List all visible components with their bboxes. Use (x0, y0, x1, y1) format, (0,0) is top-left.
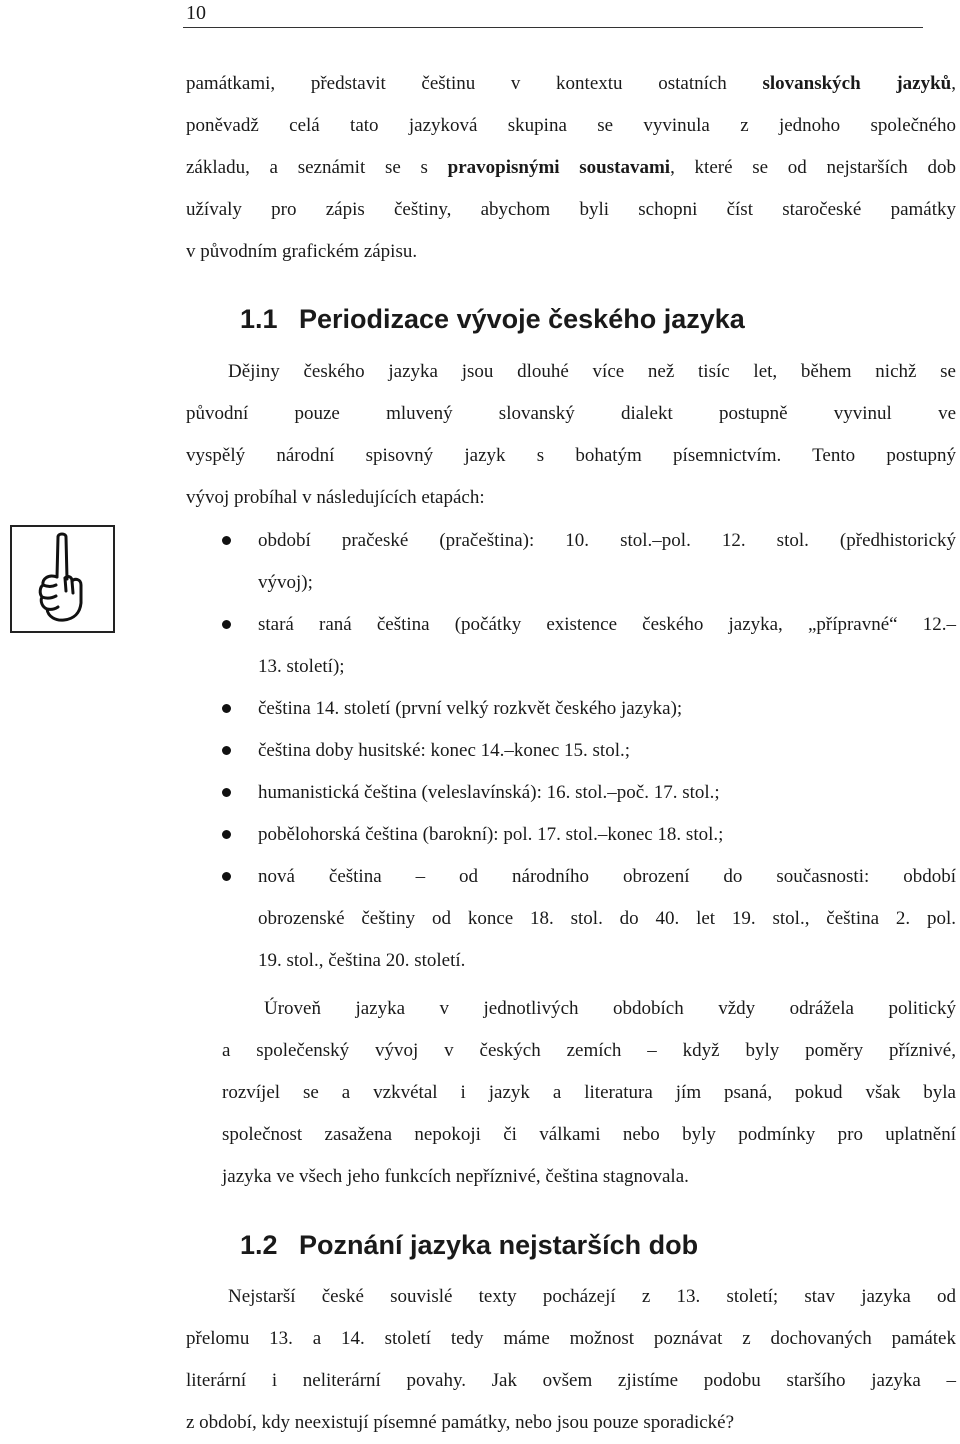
item-line: čeština doby husitské: konec 14.–konec 15. stol.; (258, 740, 631, 761)
list-item (186, 856, 956, 982)
intro-line: poněvadž celá tato jazyková skupina se vyvinula z jednoho společného (186, 115, 956, 136)
text-line: společnost zasažena nepokoji či válkami nebo byly podmínky pro uplatnění (222, 1124, 956, 1145)
list-item (186, 814, 956, 856)
item-line: pobělohorská čeština (barokní): pol. 17. stol.–konec 18. stol.; (258, 824, 724, 845)
list-item (186, 688, 956, 730)
header-rule (183, 27, 923, 28)
item-line: humanistická čeština (veleslavínská): 16. stol.–poč. 17. stol.; (258, 782, 720, 803)
item-line: obrozenské češtiny od konce 18. stol. do 40. let 19. stol., čeština 2. pol. (258, 908, 956, 929)
text-line: přelomu 13. a 14. století tedy máme možnost poznávat z dochovaných památek (186, 1328, 956, 1349)
list-item (186, 772, 956, 814)
bullet-dot (222, 788, 231, 797)
periods-list (186, 520, 956, 982)
text-line: rozvíjel se a vzkvétal i jazyk a literatura jím psaná, pokud však byla (222, 1082, 956, 1103)
bullet-dot (222, 620, 231, 629)
pointing-hand-icon (10, 525, 115, 633)
page-number: 10 (186, 2, 206, 24)
text-line: a společenský vývoj v českých zemích – když byly poměry příznivé, (222, 1040, 956, 1061)
item-line: vývoj); (258, 572, 313, 593)
section1-paragraph (186, 351, 956, 519)
bullet-dot (222, 872, 231, 881)
bullet-dot (222, 704, 231, 713)
item-line: stará raná čeština (počátky existence českého jazyka, „přípravné“ 12.– (258, 614, 956, 635)
section-title: Periodizace vývoje českého jazyka (299, 304, 745, 334)
bullet-dot (222, 830, 231, 839)
intro-line: užívaly pro zápis češtiny, abychom byli schopni číst staročeské památky (186, 199, 956, 220)
list-item (186, 520, 956, 604)
section-number: 1.1 (240, 304, 278, 334)
closing-paragraph (222, 988, 956, 1198)
item-line: období pračeské (pračeština): 10. stol.–pol. 12. stol. (předhistorický (258, 530, 956, 551)
intro-paragraph (186, 63, 956, 273)
section-number: 1.2 (240, 1230, 278, 1260)
text-line: Úroveň jazyka v jednotlivých obdobích vždy odrážela politický (264, 998, 956, 1019)
text-line: vývoj probíhal v následujících etapách: (186, 487, 485, 508)
item-line: nová čeština – od národního obrození do současnosti: období (258, 866, 956, 887)
intro-line: památkami, představit češtinu v kontextu ostatních slovanských jazyků, (186, 73, 956, 94)
text-line: literární i neliterární povahy. Jak ovšem zjistíme podobu staršího jazyka – (186, 1370, 956, 1391)
item-line: 19. stol., čeština 20. století. (258, 950, 466, 971)
bullet-dot (222, 536, 231, 545)
text-line: z období, kdy neexistují písemné památky, nebo jsou pouze sporadické? (186, 1412, 735, 1433)
text-line: Dějiny českého jazyka jsou dlouhé více než tisíc let, během nichž se (228, 361, 956, 382)
text-line: jazyka ve všech jeho funkcích nepříznivé, čeština stagnovala. (222, 1166, 689, 1187)
section-heading-1-1 (240, 302, 745, 336)
intro-line: v původním grafickém zápisu. (186, 241, 418, 262)
list-item (186, 604, 956, 688)
section-title: Poznání jazyka nejstarších dob (299, 1230, 699, 1260)
intro-line: základu, a seznámit se s pravopisnými soustavami, které se od nejstarších dob (186, 157, 957, 178)
text-line: Nejstarší české souvislé texty pocházejí z 13. století; stav jazyka od (228, 1286, 956, 1307)
item-line: 13. století); (258, 656, 345, 677)
text-line: původní pouze mluvený slovanský dialekt postupně vyvinul ve (186, 403, 956, 424)
bullet-dot (222, 746, 231, 755)
text-line: vyspělý národní spisovný jazyk s bohatým písemnictvím. Tento postupný (186, 445, 956, 466)
section-heading-1-2 (240, 1228, 698, 1262)
list-item (186, 730, 956, 772)
item-line: čeština 14. století (první velký rozkvět českého jazyka); (258, 698, 683, 719)
section2-paragraph (186, 1276, 956, 1444)
